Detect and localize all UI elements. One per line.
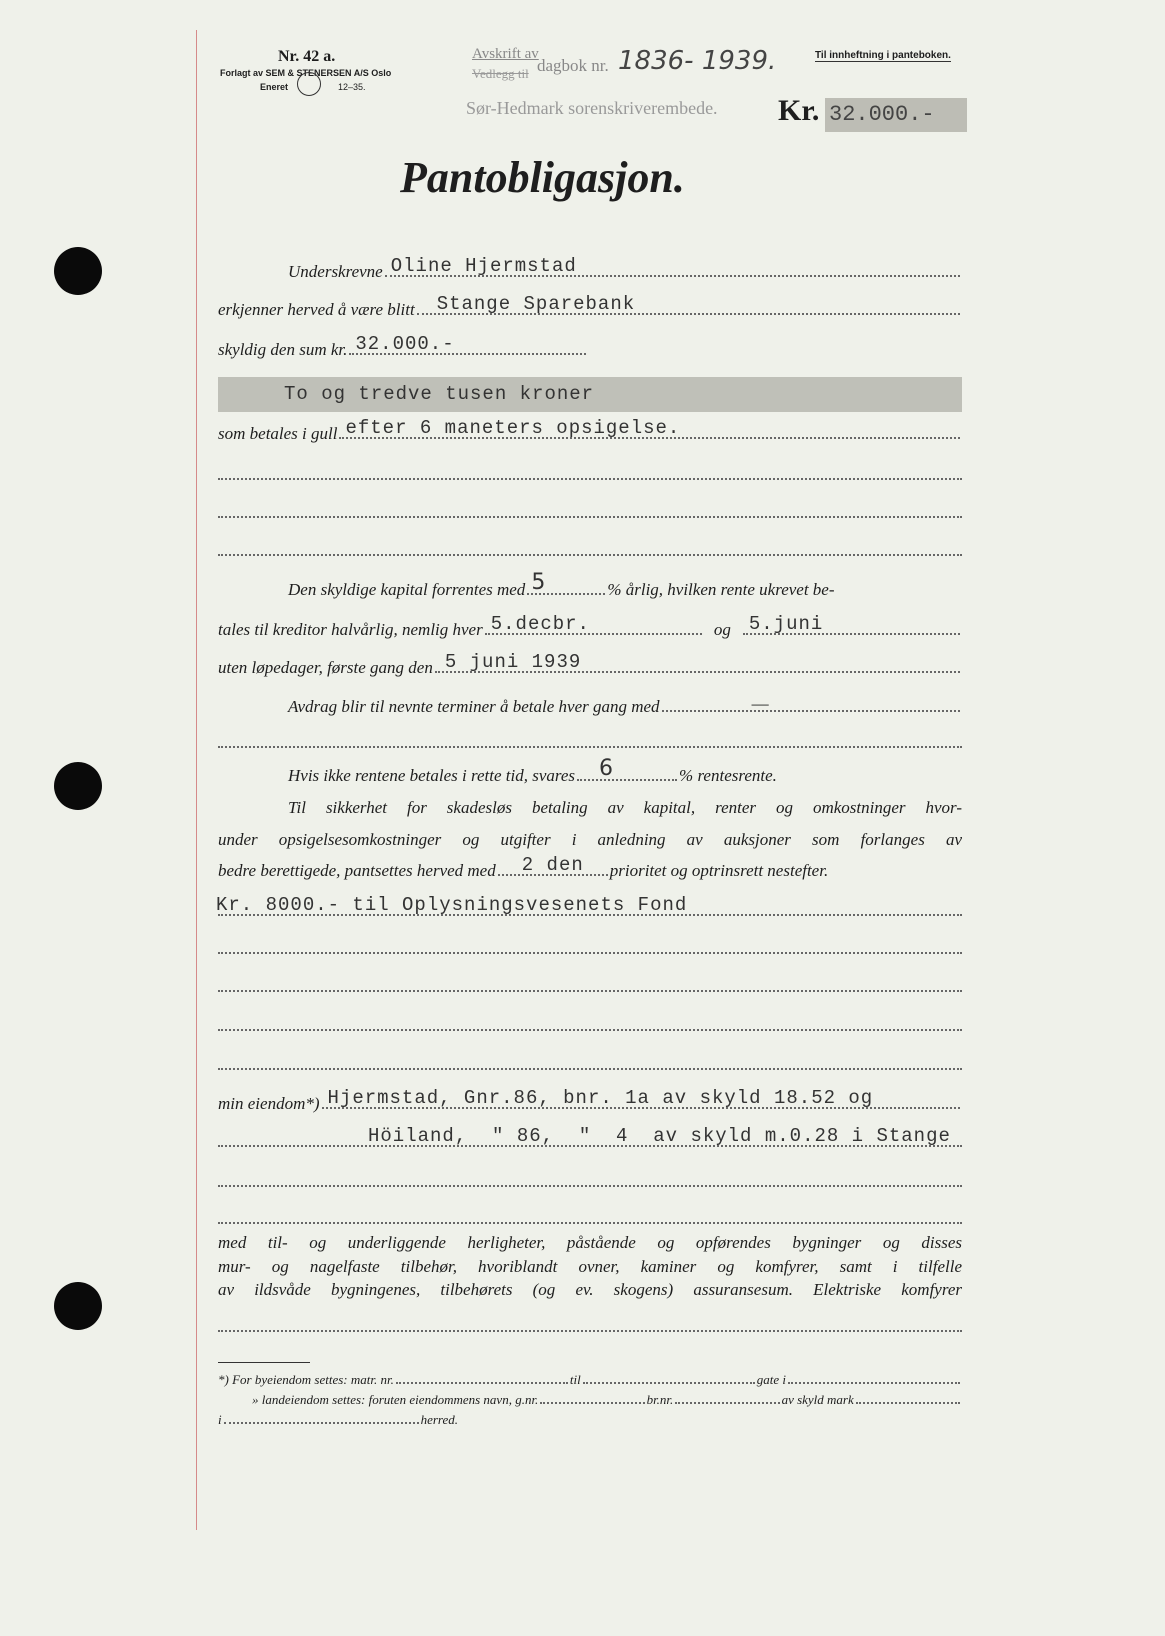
priority-row	[218, 854, 962, 881]
value: 2 den	[521, 854, 584, 876]
undersk-row	[218, 255, 962, 282]
security-text: Til sikkerhet for skadesløs betaling av kapital, renter og omkostninger hvor-	[288, 798, 962, 817]
value: Stange Sparebank	[436, 293, 636, 315]
kr-label: Kr.	[778, 94, 820, 127]
form-date: 12–35.	[338, 82, 366, 92]
label: Underskrevne	[288, 262, 383, 281]
sum-row	[218, 333, 588, 360]
footnote-rule	[218, 1362, 310, 1363]
label: br.nr.	[646, 1392, 674, 1407]
paragraph-text: mur- og nagelfaste tilbehør, hvoriblandt ovner, kaminer og komfyrer, samt i tilfelle	[218, 1257, 962, 1276]
page-title: Pantobligasjon.	[400, 153, 685, 202]
blank-line	[218, 1222, 962, 1224]
avskrift-label: Avskrift av	[472, 46, 539, 62]
label: % rentesrente.	[679, 766, 777, 785]
paragraph-text: av ildsvåde bygningenes, tilbehørets (og ev. skogens) assuransesum. Elektriske komfyrer	[218, 1280, 962, 1299]
avdrag-row	[218, 694, 962, 717]
margin-line	[196, 30, 197, 1530]
value: 6	[599, 756, 614, 781]
blank-line	[218, 1029, 962, 1031]
label: bedre berettigede, pantsettes herved med	[218, 861, 496, 880]
struck-label: Vedlegg til	[472, 66, 529, 81]
label: prioritet og optrinsrett nestefter.	[609, 861, 829, 880]
label: min eiendom*)	[218, 1094, 320, 1113]
footnote-3	[218, 1412, 458, 1428]
value: 5.decbr.	[490, 613, 590, 635]
label: Den skyldige kapital forrentes med	[288, 580, 526, 599]
label: av skyld mark	[781, 1392, 854, 1407]
value: 5	[531, 570, 546, 595]
footnote-2	[218, 1392, 962, 1408]
value: 5.juni	[748, 613, 824, 635]
blank-line	[218, 952, 962, 954]
eiendom-value-2: Höiland, " 86, " 4 av skyld m.0.28 i Stange	[368, 1125, 951, 1147]
creditor-row	[218, 293, 962, 320]
office: Sør-Hedmark sorenskriverembede.	[466, 98, 718, 118]
label: % årlig, hvilken rente ukrevet be-	[607, 580, 835, 599]
label: Hvis ikke rentene betales i rette tid, svares	[288, 766, 576, 785]
label: erkjenner herved å være blitt	[218, 300, 415, 319]
value: —	[751, 694, 769, 713]
label: til	[569, 1372, 581, 1387]
label: tales til kreditor halvårlig, nemlig hver	[218, 620, 483, 639]
rente-row	[218, 756, 962, 786]
blank-line	[216, 894, 962, 916]
value: 5 juni 1939	[444, 651, 582, 673]
gull-row	[218, 417, 962, 444]
first-row	[218, 651, 962, 678]
label: uten løpedager, første gang den	[218, 658, 433, 677]
blank-line	[218, 554, 962, 556]
label: som betales i gull	[218, 424, 338, 443]
footnote-1	[218, 1372, 962, 1388]
blank-line	[218, 478, 962, 480]
blank-line	[218, 990, 962, 992]
value: Hjermstad, Gnr.86, bnr. 1a av skyld 18.52 og	[327, 1087, 874, 1109]
eneret: Eneret	[260, 82, 289, 92]
dagbok-number: 1836- 1939.	[618, 46, 777, 76]
value: Oline Hjermstad	[390, 255, 577, 277]
blank-line	[218, 1125, 962, 1147]
sum-words: To og tredve tusen kroner	[284, 383, 595, 405]
security-text: under opsigelsesomkostninger og utgifter i anledning av auksjoner som forlanges av	[218, 830, 962, 849]
rate-row	[218, 570, 962, 600]
publisher-logo	[297, 72, 321, 96]
label: Avdrag blir til nevnte terminer å betale hver gang med	[288, 697, 660, 716]
paragraph-text: med til- og underliggende herligheter, påstående og opførendes bygninger og disses	[218, 1233, 962, 1252]
blank-line	[218, 1068, 962, 1070]
blank-line	[218, 1185, 962, 1187]
punch-hole	[54, 1282, 102, 1330]
blank-line	[218, 746, 962, 748]
label: i	[218, 1412, 222, 1427]
sum-words-box	[218, 377, 962, 412]
value: 32.000.-	[355, 333, 455, 355]
eiendom-row	[218, 1087, 962, 1114]
kr-amount: 32.000.-	[825, 98, 967, 132]
halv-row	[218, 613, 962, 640]
label: herred.	[420, 1412, 458, 1427]
binding-note: Til innheftning i panteboken.	[815, 50, 951, 61]
dagbok-label: dagbok nr.	[537, 56, 609, 75]
prior-claim: Kr. 8000.- til Oplysningsvesenets Fond	[216, 894, 688, 916]
label: » landeiendom settes: foruten eiendommens navn, g.nr.	[252, 1392, 539, 1407]
label: og	[713, 620, 731, 639]
form-number: Nr. 42 a.	[278, 48, 336, 65]
value: efter 6 maneters opsigelse.	[345, 417, 681, 439]
blank-line	[218, 516, 962, 518]
label: *) For byeiendom settes: matr. nr.	[218, 1372, 394, 1387]
publisher: Forlagt av SEM & STENERSEN A/S Oslo	[220, 68, 392, 78]
blank-line	[218, 1330, 962, 1332]
punch-hole	[54, 762, 102, 810]
punch-hole	[54, 247, 102, 295]
label: skyldig den sum kr.	[218, 340, 348, 359]
label: gate i	[756, 1372, 786, 1387]
